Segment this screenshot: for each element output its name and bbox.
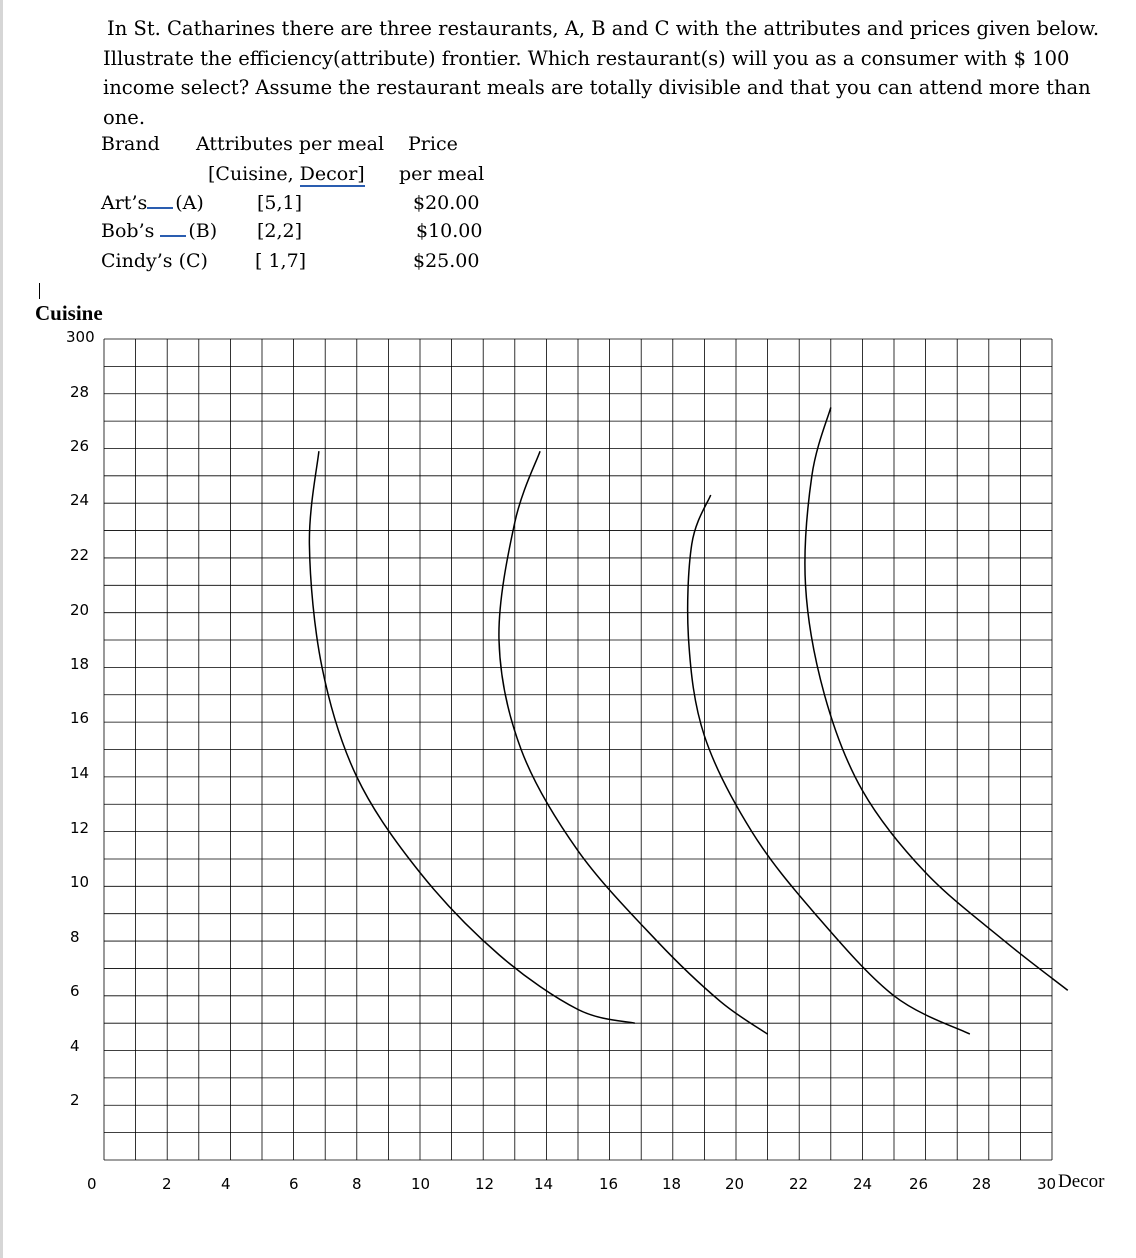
table-header-brand: Brand bbox=[101, 133, 160, 155]
y-tick-label: 2 bbox=[70, 1091, 80, 1109]
row-price: $20.00 bbox=[413, 192, 480, 214]
y-tick-label: 8 bbox=[70, 928, 80, 946]
x-tick-label: 28 bbox=[972, 1175, 992, 1193]
x-tick-label: 20 bbox=[725, 1175, 745, 1193]
y-tick-label: 4 bbox=[70, 1037, 80, 1055]
y-tick-label: 12 bbox=[70, 819, 90, 837]
y-tick-label: 22 bbox=[70, 546, 90, 564]
x-tick-label: 22 bbox=[789, 1175, 809, 1193]
attributes-sub-decor: Decor] bbox=[299, 163, 365, 185]
x-tick-label: 12 bbox=[475, 1175, 495, 1193]
y-tick-label: 14 bbox=[70, 764, 90, 782]
question-rest: Illustrate the efficiency(attribute) frontier. Which restaurant(s) will you as a consumer with $ 100 income select? Assume the restaurant meals are totally divisible and that you can attend more than one. bbox=[103, 46, 1091, 129]
x-tick-label: 24 bbox=[853, 1175, 873, 1193]
brand-code: (C) bbox=[178, 250, 208, 272]
y-tick-label: 26 bbox=[70, 437, 90, 455]
indifference-curve-4 bbox=[805, 407, 1068, 990]
indifference-curve-1 bbox=[309, 451, 635, 1023]
brand-name: Bob’s bbox=[101, 220, 155, 242]
y-tick-label: 20 bbox=[70, 601, 90, 619]
y-tick-label: 300 bbox=[66, 328, 95, 346]
row-attributes: [ 1,7] bbox=[255, 250, 307, 272]
y-tick-label: 6 bbox=[70, 982, 80, 1000]
y-tick-label: 28 bbox=[70, 383, 90, 401]
row-price: $10.00 bbox=[416, 220, 483, 242]
attributes-sub-cuisine: [Cuisine, bbox=[208, 163, 300, 185]
y-axis-title: Cuisine bbox=[35, 301, 103, 325]
x-tick-label: 10 bbox=[411, 1175, 431, 1193]
brand-name: Art’s bbox=[101, 192, 148, 214]
x-tick-label: 0 bbox=[87, 1175, 97, 1193]
brand-name: Cindy’s bbox=[101, 250, 173, 272]
curves bbox=[309, 407, 1067, 1034]
y-tick-label: 16 bbox=[70, 709, 90, 727]
x-tick-label: 18 bbox=[662, 1175, 682, 1193]
table-header-price: Price bbox=[408, 133, 458, 155]
x-tick-label: 2 bbox=[162, 1175, 172, 1193]
grid-lines bbox=[104, 339, 1052, 1160]
brand-code: (B) bbox=[188, 220, 218, 242]
y-tick-label: 18 bbox=[70, 655, 90, 673]
indifference-curve-3 bbox=[688, 495, 970, 1034]
question-line-1: In St. Catharines there are three restaurants, A, B and C with the attributes and prices given below. bbox=[107, 17, 1100, 40]
indifference-curve-2 bbox=[499, 451, 768, 1034]
y-tick-label: 10 bbox=[70, 873, 90, 891]
x-tick-label: 16 bbox=[599, 1175, 619, 1193]
table-header-price-sub: per meal bbox=[399, 163, 485, 185]
row-attributes: [2,2] bbox=[257, 220, 303, 242]
x-tick-label: 8 bbox=[352, 1175, 362, 1193]
row-attributes: [5,1] bbox=[257, 192, 303, 214]
x-tick-label: 30 bbox=[1037, 1175, 1057, 1193]
x-tick-label: 4 bbox=[221, 1175, 231, 1193]
brand-code: (A) bbox=[175, 192, 204, 214]
row-price: $25.00 bbox=[413, 250, 480, 272]
table-header-attributes: Attributes per meal bbox=[196, 133, 385, 155]
x-tick-label: 14 bbox=[534, 1175, 554, 1193]
y-tick-label: 24 bbox=[70, 491, 90, 509]
x-tick-label: 26 bbox=[909, 1175, 929, 1193]
x-tick-label: 6 bbox=[289, 1175, 299, 1193]
x-axis-title: Decor bbox=[1058, 1171, 1105, 1192]
